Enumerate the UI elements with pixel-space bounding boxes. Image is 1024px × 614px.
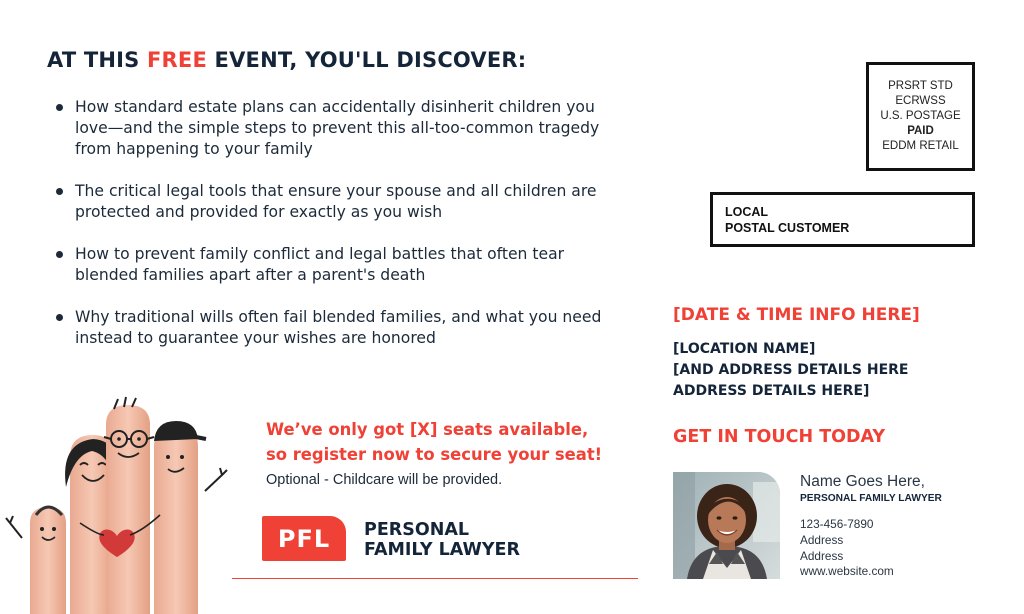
contact-address: Address [800, 532, 844, 547]
location-line: [AND ADDRESS DETAILS HERE [673, 362, 909, 378]
location-line: ADDRESS DETAILS HERE] [673, 383, 870, 399]
seats-callout [266, 417, 602, 467]
list-item: The critical legal tools that ensure your spouse and all children are protected and provided for exactly as you wish [52, 181, 632, 223]
headline-prefix: AT THIS [47, 48, 148, 72]
recipient-line: LOCAL [725, 205, 769, 219]
contact-details [800, 517, 894, 580]
postage-line: U.S. POSTAGE [880, 110, 961, 122]
recipient-line: POSTAL CUSTOMER [725, 221, 850, 235]
contact-name: Name Goes Here, [800, 473, 925, 490]
headline-free: FREE [147, 48, 208, 72]
postage-line: EDDM RETAIL [882, 140, 959, 152]
postage-paid: PAID [907, 125, 934, 137]
callout-line: We’ve only got [X] seats available, [266, 420, 589, 439]
headline [47, 48, 526, 72]
headline-suffix: EVENT, YOU'LL DISCOVER: [207, 48, 527, 72]
contact-title: PERSONAL FAMILY LAWYER [800, 493, 942, 504]
contact-heading: GET IN TOUCH TODAY [673, 427, 886, 447]
logo-line: FAMILY LAWYER [364, 540, 520, 560]
postage-line: ECRWSS [895, 95, 946, 107]
location-line: [LOCATION NAME] [673, 341, 816, 357]
list-item: How standard estate plans can accidentally disinherit children you love—and the simple steps to prevent this all-too-common tragedy from happening to your family [52, 97, 632, 160]
contact-phone: 123-456-7890 [800, 517, 874, 531]
recipient-box [710, 192, 975, 247]
list-item: Why traditional wills often fail blended families, and what you need instead to guarantee your wishes are honored [52, 307, 632, 349]
pfl-logo-mark: PFL [262, 516, 346, 561]
postage-line: PRSRT STD [888, 80, 953, 92]
childcare-note: Optional - Childcare will be provided. [266, 472, 503, 488]
benefits-list [52, 97, 632, 370]
portrait-illustration [673, 472, 780, 579]
event-location [673, 339, 908, 402]
divider [232, 578, 638, 579]
logo-line: PERSONAL [364, 520, 470, 540]
contact-address: Address [800, 548, 844, 563]
finger-family-illustration [0, 395, 245, 614]
event-date-time: [DATE & TIME INFO HERE] [673, 305, 920, 325]
lawyer-photo [673, 472, 780, 579]
pfl-logo-text [364, 520, 520, 560]
contact-website: www.website.com [800, 564, 894, 579]
postage-indicia [866, 62, 975, 171]
callout-line: so register now to secure your seat! [266, 445, 603, 464]
list-item: How to prevent family conflict and legal battles that often tear blended families apart after a parent's death [52, 244, 632, 286]
